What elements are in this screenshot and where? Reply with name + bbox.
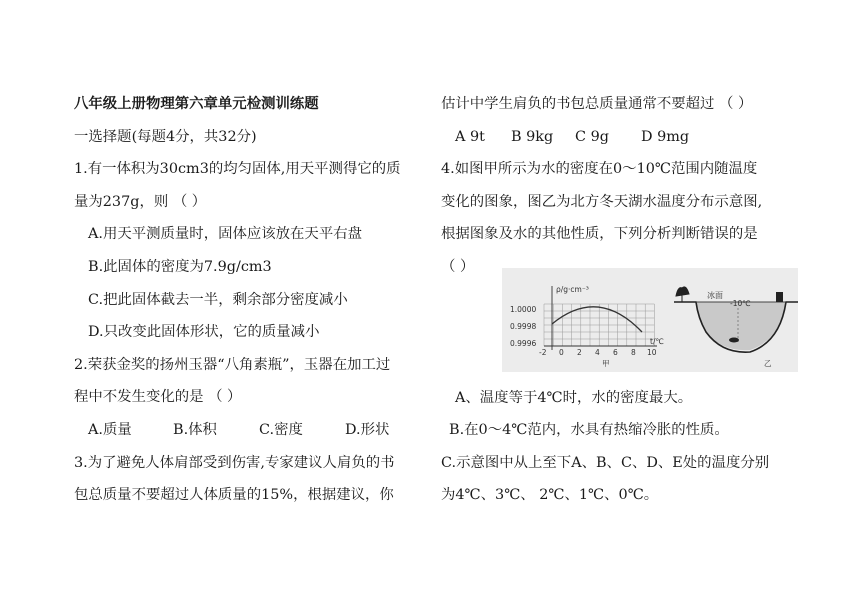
ytick-3: 0.9996 [510, 339, 537, 348]
left-column [74, 88, 446, 512]
q4-figure-photo [502, 268, 798, 372]
density-curve [552, 307, 642, 332]
q4-option-a: A、温度等于4℃时，水的密度最大。 [455, 389, 693, 406]
graph-ylabel: ρ/g·cm⁻³ [556, 285, 589, 294]
q2-option-c: C.密度 [259, 421, 303, 438]
q3-stem-line3: 估计中学生肩负的书包总质量通常不要超过 （ ） [441, 96, 753, 112]
q2-option-d: D.形状 [345, 421, 390, 438]
q1-option-a: A.用天平测质量时，固体应该放在天平右盘 [88, 226, 362, 243]
caption-jia: 甲 [602, 359, 610, 368]
q3-option-d: D 9mg [641, 128, 690, 145]
ice-label: 冰面 [707, 291, 723, 300]
q4-figure-svg [502, 268, 798, 372]
q1-stem-line1: 1.有一体积为30cm3的均匀固体,用天平测得它的质 [74, 161, 401, 178]
temp-label: -10℃ [730, 299, 751, 308]
q4-option-c-line1: C.示意图中从上至下A、B、C、D、E处的温度分别 [441, 454, 770, 471]
xtick-4: 4 [595, 348, 600, 357]
q2-stem-line2: 程中不发生变化的是 （ ） [74, 389, 242, 406]
fish-icon [729, 338, 739, 343]
q4-option-c-line2: 为4℃、3℃、 2℃、1℃、0℃。 [441, 487, 659, 504]
q2-options [74, 414, 446, 447]
q3-stem-line1: 3.为了避免人体肩部受到伤害,专家建议人肩负的书 [74, 454, 395, 471]
xtick-2: 0 [559, 348, 564, 357]
section-heading: 一选择题(每题4分，共32分) [74, 128, 257, 145]
q3-stem-line2: 包总质量不要超过人体质量的15%，根据建议，你 [74, 487, 394, 504]
xtick-5: 6 [613, 348, 618, 357]
q1-stem-line2: 量为237g，则 （ ） [74, 193, 207, 210]
q4-stem-line1: 4.如图甲所示为水的密度在0～10℃范围内随温度 [441, 161, 758, 178]
q3-option-a: A 9t [455, 128, 485, 145]
density-graph [510, 285, 664, 368]
q2-option-a: A.质量 [88, 421, 132, 438]
xtick-7: 10 [647, 348, 657, 357]
q4-option-b: B.在0～4℃范内，水具有热缩冷胀的性质。 [449, 422, 729, 439]
page-title: 八年级上册物理第六章单元检测训练题 [74, 95, 319, 112]
q4-stem-line3: 根据图象及水的其他性质，下列分析判断错误的是 [441, 226, 758, 243]
ytick-1: 1.0000 [510, 305, 537, 314]
q1-option-b: B.此固体的密度为7.9g/cm3 [88, 258, 272, 275]
lake-water [696, 302, 786, 350]
q3-option-c: C 9g [575, 128, 609, 145]
q4-stem-line2: 变化的图象，图乙为北方冬天湖水温度分布示意图, [441, 193, 763, 210]
xtick-3: 2 [577, 348, 582, 357]
caption-yi: 乙 [764, 359, 772, 368]
q3-option-b: B 9kg [511, 128, 554, 145]
tree-icon [676, 287, 689, 302]
xtick-1: -2 [539, 348, 547, 357]
q2-option-b: B.体积 [173, 421, 217, 438]
xtick-6: 8 [631, 348, 636, 357]
q4-stem-line4: （ ） [441, 258, 475, 275]
q1-option-c: C.把此固体截去一半，剩余部分密度减小 [88, 291, 348, 308]
ytick-2: 0.9998 [510, 322, 537, 331]
graph-xlabel: t/℃ [650, 337, 664, 346]
lake-diagram [674, 287, 798, 368]
bank-post-icon [776, 292, 783, 302]
q2-stem-line1: 2.荣获金奖的扬州玉器“八角素瓶”，玉器在加工过 [74, 356, 391, 373]
graph-grid [544, 304, 654, 346]
q3-options [441, 121, 815, 154]
q1-option-d: D.只改变此固体形状，它的质量减小 [88, 324, 320, 341]
